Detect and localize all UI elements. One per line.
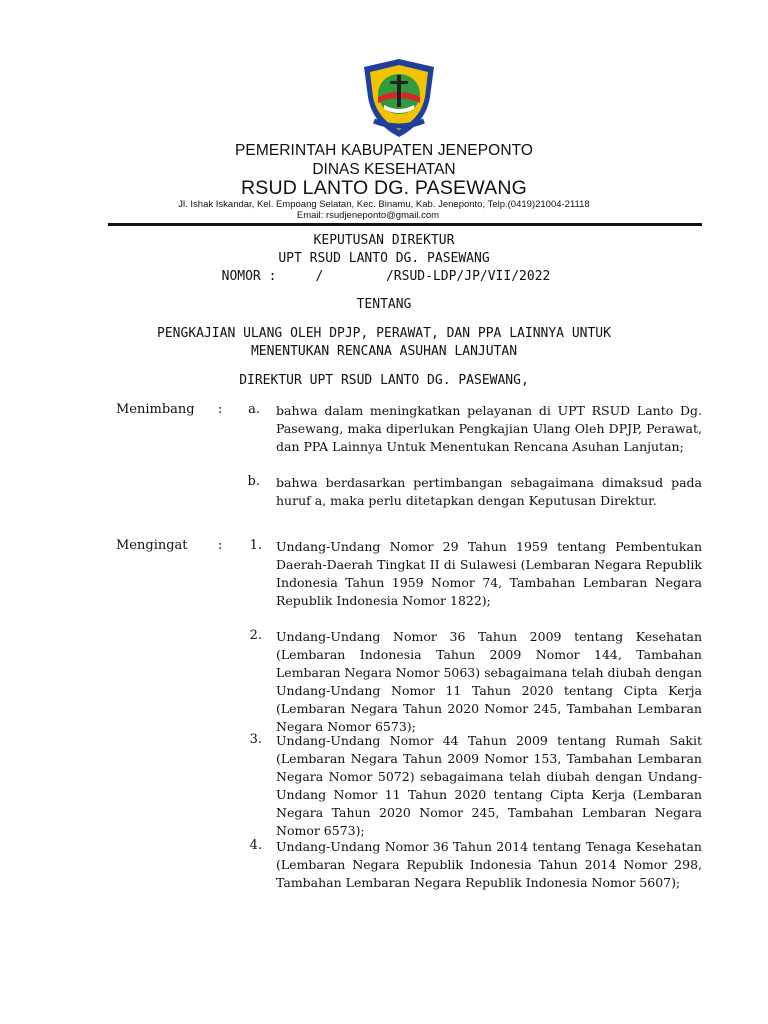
- mengingat-label: Mengingat: [116, 538, 188, 553]
- mengingat-marker-1: 1.: [249, 538, 262, 553]
- menimbang-label: Menimbang: [116, 402, 195, 417]
- decree-subject-line1: PENGKAJIAN ULANG OLEH DPJP, PERAWAT, DAN PPA LAINNYA UNTUK: [157, 326, 611, 341]
- decree-title: KEPUTUSAN DIREKTUR: [313, 233, 455, 248]
- letterhead-address: Jl. Ishak Iskandar, Kel. Empoang Selatan, Kec. Binamu, Kab. Jeneponto, Telp.(0419)21004-21118: [178, 199, 590, 210]
- mengingat-marker-2: 2.: [249, 628, 262, 643]
- decree-number: NOMOR : / /RSUD-LDP/JP/VII/2022: [221, 269, 551, 284]
- letterhead-government: PEMERINTAH KABUPATEN JENEPONTO: [234, 142, 534, 159]
- decree-subject-line2: MENENTUKAN RENCANA ASUHAN LANJUTAN: [250, 344, 518, 359]
- mengingat-colon: :: [218, 538, 223, 553]
- mengingat-item-2: Undang-Undang Nomor 36 Tahun 2009 tentang Kesehatan (Lembaran Indonesia Tahun 2009 Nomor 144, Tambahan Lembaran Negara Nomor 5063) sebagaimana telah diubah dengan Undang-Undang Nomor 11 Tahun 2020 tentang Cipta Kerja (Lembaran Negara Tahun 2020 Nomor 245, Tambahan Lembaran Negara Nomor 6573);: [276, 629, 702, 734]
- mengingat-item-4: Undang-Undang Nomor 36 Tahun 2014 tentang Tenaga Kesehatan (Lembaran Negara Republik Indonesia Tahun 2014 Nomor 298, Tambahan Lembaran Negara Republik Indonesia Nomor 5607);: [276, 839, 702, 890]
- menimbang-marker-b: b.: [247, 474, 260, 489]
- letterhead-email: Email: rsudjeneponto@gmail.com: [296, 210, 440, 221]
- menimbang-item-a: bahwa dalam meningkatkan pelayanan di UPT RSUD Lanto Dg. Pasewang, maka diperlukan Pengkajian Ulang Oleh DPJP, Perawat, dan PPA Lainnya Untuk Menentukan Rencana Asuhan Lanjutan;: [276, 403, 702, 454]
- tentang-heading: TENTANG: [356, 297, 412, 312]
- decree-issuer: UPT RSUD LANTO DG. PASEWANG: [278, 251, 490, 266]
- letterhead-department: DINAS KESEHATAN: [312, 161, 456, 178]
- menimbang-item-b: bahwa berdasarkan pertimbangan sebagaimana dimaksud pada huruf a, maka perlu ditetapkan dengan Keputusan Direktur.: [276, 475, 702, 508]
- menimbang-colon: :: [218, 402, 223, 417]
- mengingat-item-3: Undang-Undang Nomor 44 Tahun 2009 tentang Rumah Sakit (Lembaran Negara Tahun 2009 Nomor 153, Tambahan Lembaran Negara Nomor 5072) sebagaimana telah diubah dengan Undang-Undang Nomor 11 Tahun 2020 tentang Cipta Kerja (Lembaran Negara Tahun 2020 Nomor 245, Tambahan Lembaran Negara Nomor 6573);: [276, 733, 702, 838]
- mengingat-marker-4: 4.: [249, 838, 262, 853]
- mengingat-item-1: Undang-Undang Nomor 29 Tahun 1959 tentang Pembentukan Daerah-Daerah Tingkat II di Sulawesi (Lembaran Negara Republik Indonesia Tahun 1959 Nomor 74, Tambahan Lembaran Negara Republik Indonesia Nomor 1822);: [276, 539, 702, 608]
- mengingat-marker-3: 3.: [249, 732, 262, 747]
- kabupaten-jeneponto-emblem: [360, 57, 438, 139]
- menimbang-marker-a: a.: [248, 402, 260, 417]
- letterhead-hospital: RSUD LANTO DG. PASEWANG: [241, 177, 527, 199]
- letterhead-divider: [108, 223, 702, 226]
- director-heading: DIREKTUR UPT RSUD LANTO DG. PASEWANG,: [239, 373, 529, 388]
